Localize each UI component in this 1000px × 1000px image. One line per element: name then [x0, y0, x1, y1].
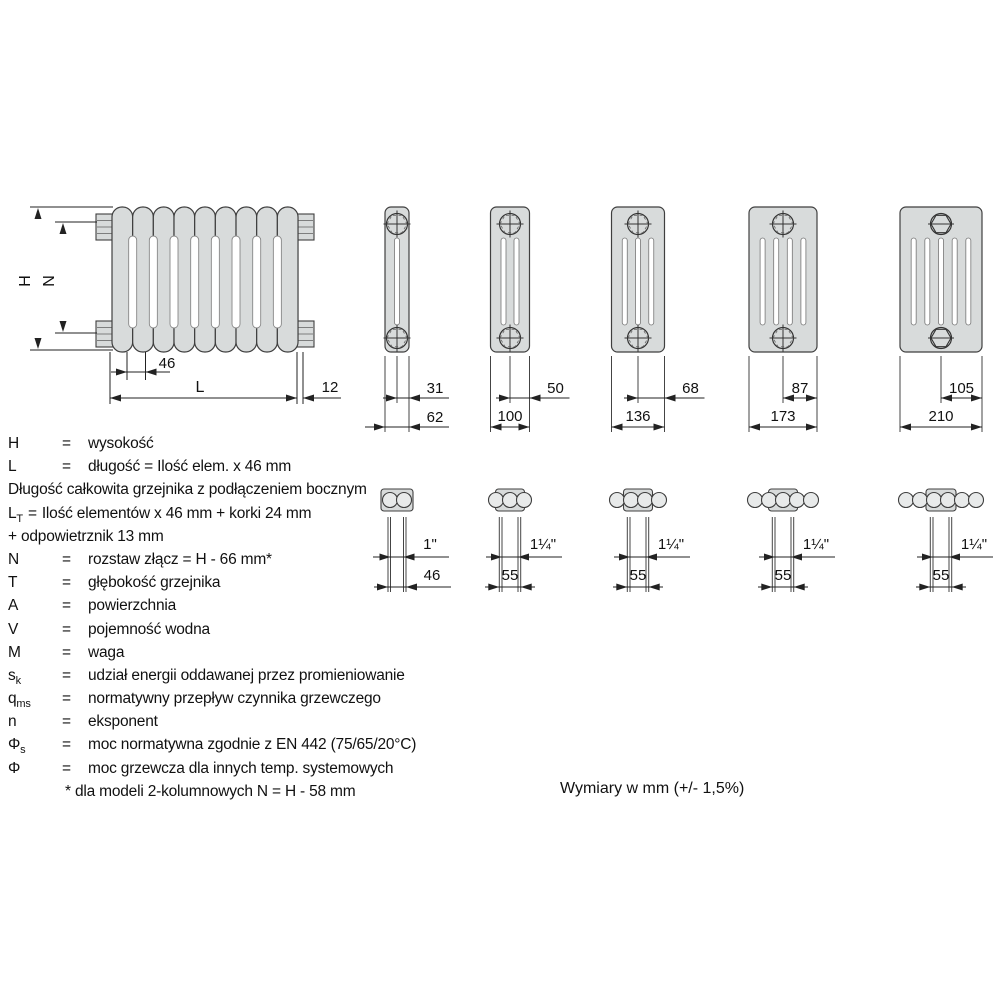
legend-text: Ilość elementów x 46 mm + korki 24 mm [41, 504, 312, 522]
equals-sign: = [62, 690, 71, 708]
thread-size-label: 1¼" [960, 536, 988, 553]
tube-circle [624, 493, 639, 508]
dim-arrow [146, 369, 157, 376]
dim-arrow [491, 554, 502, 561]
dim-arrow [791, 554, 802, 561]
legend-text: głębokość grzejnika [88, 574, 221, 592]
half-depth-label: 31 [426, 380, 444, 397]
thread-size-label: 1¼" [657, 536, 685, 553]
legend-row-qms: $q_{ms}$ = normatywny przepływ czynnika grzewczego [8, 687, 478, 710]
column-slot [191, 236, 199, 328]
legend-symbol: L [8, 504, 17, 522]
legend-row-T [8, 571, 478, 594]
column-slot [273, 236, 281, 328]
tube-circle [776, 493, 791, 508]
section-slot [787, 238, 792, 325]
legend-row-n [8, 710, 478, 733]
column-slot [170, 236, 178, 328]
legend-symbol: V [8, 620, 19, 638]
legend-row-H [8, 432, 478, 455]
half-depth-label: 87 [791, 380, 809, 397]
section-slot [801, 238, 806, 325]
dim-arrow [794, 584, 805, 591]
depth-label: 173 [770, 408, 796, 425]
legend-row-L [8, 455, 478, 478]
legend-text: eksponent [88, 713, 158, 731]
dim-arrow [409, 395, 420, 402]
tube-circle [638, 493, 653, 508]
top-view-6col [899, 489, 994, 592]
dim-arrow [530, 395, 541, 402]
legend-text: + odpowietrznik 13 mm [8, 527, 164, 545]
dim-arrow [971, 424, 982, 431]
tube-circle [748, 493, 763, 508]
tube-circle [790, 493, 805, 508]
dim-arrow [612, 424, 623, 431]
pitch-label: 55 [774, 567, 792, 584]
dim-arrow [374, 424, 385, 431]
legend-row-phi-s: $\Phi_s$ = moc normatywna zgodnie z EN 442 (75/65/20°C) [8, 733, 478, 756]
equals-sign: = [62, 643, 71, 661]
tube-circle [489, 493, 504, 508]
equals-sign: = [27, 504, 37, 522]
equals-sign: = [62, 713, 71, 731]
legend-row-total-length-note [8, 478, 478, 501]
pitch-label: 46 [423, 567, 441, 584]
cross-section-2col [365, 207, 449, 432]
dim-arrow [646, 554, 657, 561]
section-slot [966, 238, 971, 325]
dim-arrow [900, 424, 911, 431]
section-slot [622, 238, 627, 325]
section-slot [514, 238, 519, 325]
dim-arrow [521, 584, 532, 591]
tube-circle [610, 493, 625, 508]
dim-arrow [619, 554, 630, 561]
half-depth-label: 105 [948, 380, 975, 397]
section-slot [925, 238, 930, 325]
half-depth-label: 50 [547, 380, 564, 397]
section-slot [774, 238, 779, 325]
dim-arrow [488, 584, 499, 591]
tube-circle [899, 493, 914, 508]
column-slot [129, 236, 137, 328]
cross-section-3col [491, 207, 570, 432]
thread-size-label: 1¼" [529, 536, 557, 553]
dim-arrow [949, 554, 960, 561]
equals-sign: = [62, 458, 71, 476]
section-slot [911, 238, 916, 325]
legend-row-sk: $s_k$ = udział energii oddawanej przez promieniowanie [8, 664, 478, 687]
end-cap [297, 321, 314, 347]
dim-arrow [60, 321, 67, 332]
legend-symbol: T [8, 574, 18, 592]
legend-row-M [8, 641, 478, 664]
pitch-label: 55 [629, 567, 647, 584]
tube-circle [652, 493, 667, 508]
legend-text: moc grzewcza dla innych temp. systemowych [88, 759, 394, 777]
dim-arrow [806, 424, 817, 431]
depth-label: 210 [928, 408, 954, 425]
depth-label: 100 [497, 408, 523, 425]
legend-text: * dla modeli 2-kolumnowych N = H - 58 mm [65, 782, 356, 800]
legend-symbol: N [8, 550, 19, 568]
column-slot [253, 236, 261, 328]
legend-symbol: n [8, 713, 17, 731]
column-slot [232, 236, 240, 328]
dim-arrow [286, 395, 297, 402]
dim-arrow [952, 584, 963, 591]
side-offset-label: 12 [321, 379, 339, 396]
top-view-4col [610, 489, 691, 592]
dim-arrow [627, 395, 638, 402]
equals-sign: = [62, 550, 71, 568]
equals-sign: = [62, 666, 71, 684]
tube-circle [969, 493, 984, 508]
depth-label: 136 [625, 408, 651, 425]
tube-circle [517, 493, 532, 508]
dim-arrow [654, 424, 665, 431]
legend-symbol: L [8, 458, 17, 476]
section-slot [395, 238, 400, 325]
cross-section-4col [612, 207, 705, 432]
joint-spacing-label: N [41, 275, 58, 287]
section-slot [501, 238, 506, 325]
legend-text: udział energii oddawanej przez promieniowanie [88, 666, 405, 684]
legend-symbol: Φ [8, 736, 21, 754]
legend-text: powierzchnia [88, 597, 177, 615]
depth-label: 62 [426, 409, 444, 426]
dim-arrow [919, 584, 930, 591]
dim-arrow [665, 395, 676, 402]
pitch-label: 55 [932, 567, 950, 584]
top-view-5col [748, 489, 836, 592]
legend-text: pojemność wodna [88, 620, 210, 638]
legend-text: długość = Ilość elem. x 46 mm [88, 458, 292, 476]
section-slot [636, 238, 641, 325]
legend-symbol: s [8, 666, 16, 684]
symbol-legend [8, 432, 478, 803]
top-view-3col [485, 489, 562, 592]
equals-sign: = [62, 597, 71, 615]
legend-row-LT: $L_T$ = Ilość elementów x 46 mm + korki 24 mm [8, 504, 312, 525]
dim-arrow [764, 554, 775, 561]
dim-arrow [35, 208, 42, 219]
tube-circle [927, 493, 942, 508]
section-slot [760, 238, 765, 325]
end-cap [96, 321, 113, 347]
dim-arrow [116, 369, 127, 376]
section-slot [952, 238, 957, 325]
dim-arrow [386, 395, 397, 402]
legend-symbol: q [8, 690, 17, 708]
legend-row-A [8, 594, 478, 617]
equals-sign: = [62, 620, 71, 638]
dim-arrow [518, 554, 529, 561]
equals-sign: = [62, 574, 71, 592]
legend-row-footnote [8, 780, 478, 803]
dim-arrow [110, 395, 121, 402]
dim-arrow [60, 223, 67, 234]
dim-arrow [749, 424, 760, 431]
legend-text: Długość całkowita grzejnika z podłączeniem bocznym [8, 481, 367, 499]
tube-circle [762, 493, 777, 508]
equals-sign: = [62, 736, 71, 754]
dim-arrow [922, 554, 933, 561]
cross-section-6col [900, 207, 982, 432]
column-slot [211, 236, 219, 328]
legend-row-V [8, 618, 478, 641]
tube-circle [804, 493, 819, 508]
dim-arrow [35, 338, 42, 349]
dim-arrow [616, 584, 627, 591]
thread-size-label: 1" [423, 536, 437, 553]
tube-circle [941, 493, 956, 508]
dim-arrow [761, 584, 772, 591]
tube-circle [503, 493, 518, 508]
column-slot [149, 236, 157, 328]
dimensions-tolerance-note: Wymiary w mm (+/- 1,5%) [560, 780, 745, 797]
tube-circle [955, 493, 970, 508]
legend-text: rozstaw złącz = H - 66 mm* [88, 550, 272, 568]
dim-arrow [649, 584, 660, 591]
equals-sign: = [62, 435, 71, 452]
dim-arrow [303, 395, 314, 402]
legend-symbol: A [8, 597, 19, 615]
section-slot [649, 238, 654, 325]
end-cap [297, 214, 314, 240]
element-pitch-label: 46 [158, 355, 176, 372]
thread-size-label: 1¼" [802, 536, 830, 553]
pitch-label: 55 [501, 567, 519, 584]
legend-symbol: Φ [8, 759, 21, 777]
section-slot [939, 238, 944, 325]
legend-row-vent-note [8, 525, 478, 548]
legend-symbol: M [8, 643, 21, 661]
end-cap [96, 214, 113, 240]
dim-arrow [499, 395, 510, 402]
legend-text: waga [88, 643, 125, 661]
legend-row-N [8, 548, 478, 571]
cross-section-5col [749, 207, 817, 432]
legend-symbol: H [8, 435, 19, 452]
legend-text: normatywny przepływ czynnika grzewczego [88, 690, 381, 708]
front-view [17, 207, 341, 404]
legend-text: moc normatywna zgodnie z EN 442 (75/65/20°C) [88, 736, 417, 754]
height-dimension-label: H [17, 275, 34, 287]
dim-arrow [409, 424, 420, 431]
half-depth-label: 68 [682, 380, 699, 397]
equals-sign: = [62, 759, 71, 777]
tube-circle [913, 493, 928, 508]
length-label: L [195, 379, 205, 396]
legend-text: wysokość [88, 435, 154, 452]
legend-row-phi [8, 757, 478, 780]
